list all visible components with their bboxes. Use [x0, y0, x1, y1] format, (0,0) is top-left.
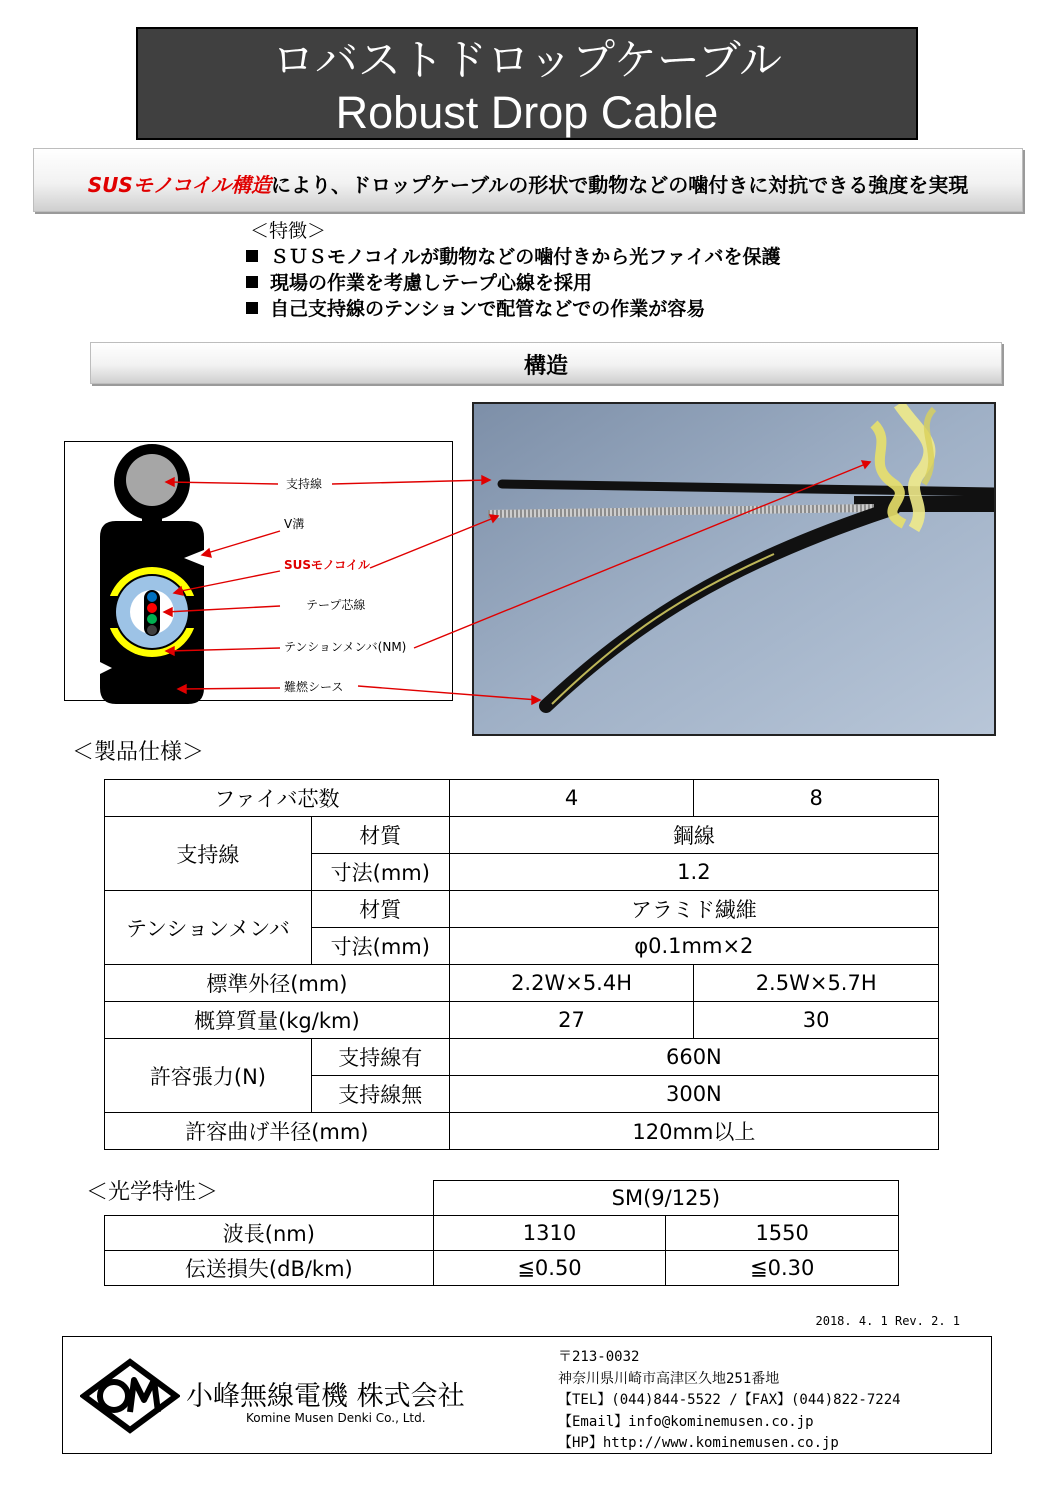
table-row [105, 817, 939, 854]
mass-label: 概算質量(kg/km) [105, 1002, 450, 1039]
tension-label: テンションメンバ [105, 891, 312, 965]
bend-radius-value: 120mm以上 [449, 1113, 938, 1150]
table-row [105, 1251, 899, 1286]
label-v-groove: V溝 [284, 517, 305, 531]
table-row [105, 780, 939, 817]
outer-diameter-label: 標準外径(mm) [105, 965, 450, 1002]
support-material-value: 鋼線 [449, 817, 938, 854]
tension-dimension-label: 寸法(mm) [311, 928, 449, 965]
contact-info [558, 1347, 901, 1455]
spec-table [104, 779, 939, 1150]
tension-dimension-value: φ0.1mm×2 [449, 928, 938, 965]
company-logo-icon [80, 1356, 180, 1436]
features [246, 218, 781, 322]
support-material-label: 材質 [311, 817, 449, 854]
with-support-value: 660N [449, 1039, 938, 1076]
label-sheath: 難燃シース [284, 680, 344, 694]
tensile-label: 許容張力(N) [105, 1039, 312, 1113]
table-row [105, 1113, 939, 1150]
without-support-value: 300N [449, 1076, 938, 1113]
tension-material-label: 材質 [311, 891, 449, 928]
tagline [34, 169, 1022, 198]
feature-item: 自己支持線のテンションで配管などでの作業が容易 [246, 296, 781, 322]
square-bullet-icon [246, 250, 258, 262]
title-jp: ロバストドロップケーブル [272, 36, 782, 86]
tagline-highlight: SUSモノコイル構造 [87, 173, 272, 197]
postal-code: 〒213-0032 [558, 1349, 640, 1365]
support-dimension-value: 1.2 [449, 854, 938, 891]
loss-2: ≦0.30 [666, 1251, 899, 1286]
without-support-label: 支持線無 [311, 1076, 449, 1113]
label-sus-coil: SUSモノコイル [284, 558, 370, 572]
square-bullet-icon [246, 302, 258, 314]
blank-cell [105, 1181, 434, 1216]
wavelength-1: 1310 [433, 1216, 666, 1251]
tagline-bar [33, 148, 1023, 212]
revision: 2018. 4. 1 Rev. 2. 1 [815, 1314, 960, 1328]
feature-item: 現場の作業を考慮しテープ心線を採用 [246, 270, 781, 296]
fiber-count-4: 4 [449, 780, 694, 817]
features-heading: ＜特徴＞ [250, 220, 327, 242]
title-en: Robust Drop Cable [335, 87, 719, 138]
phone-fax: 【TEL】(044)844-5522 /【FAX】(044)822-7224 [558, 1392, 901, 1408]
table-row [105, 891, 939, 928]
spec-heading: ＜製品仕様＞ [72, 740, 205, 765]
cable-photo [472, 402, 996, 736]
wavelength-label: 波長(nm) [105, 1216, 434, 1251]
title-box [136, 27, 918, 140]
loss-label: 伝送損失(dB/km) [105, 1251, 434, 1286]
company-name-jp: 小峰無線電機 株式会社 [186, 1381, 465, 1412]
tension-material-value: アラミド繊維 [449, 891, 938, 928]
structure-title: 構造 [523, 354, 568, 379]
wavelength-2: 1550 [666, 1216, 899, 1251]
table-row [105, 1039, 939, 1076]
fiber-count-8: 8 [694, 780, 939, 817]
support-dimension-label: 寸法(mm) [311, 854, 449, 891]
address: 神奈川県川崎市高津区久地251番地 [558, 1370, 780, 1387]
optical-table [104, 1180, 899, 1286]
table-row [105, 1216, 899, 1251]
mass-8: 30 [694, 1002, 939, 1039]
fiber-count-label: ファイバ芯数 [105, 780, 450, 817]
label-tape-fiber: テープ芯線 [306, 598, 366, 612]
email-link[interactable]: 【Email】info@kominemusen.co.jp [558, 1413, 814, 1430]
table-row [105, 1002, 939, 1039]
tagline-text: により、ドロップケーブルの形状で動物などの噛付きに対抗できる強度を実現 [271, 173, 969, 197]
optical-type: SM(9/125) [433, 1181, 898, 1216]
outer-diameter-8: 2.5W×5.7H [694, 965, 939, 1002]
label-support-wire: 支持線 [286, 477, 323, 491]
structure-section-bar [90, 342, 1002, 384]
table-row [105, 1181, 899, 1216]
table-row [105, 965, 939, 1002]
label-tension-member: テンションメンバ(NM) [284, 640, 407, 654]
loss-1: ≦0.50 [433, 1251, 666, 1286]
feature-item: ＳＵＳモノコイルが動物などの噛付きから光ファイバを保護 [246, 244, 781, 270]
mass-4: 27 [449, 1002, 694, 1039]
website-link[interactable]: 【HP】http://www.kominemusen.co.jp [558, 1435, 839, 1451]
company-name-en: Komine Musen Denki Co., Ltd. [246, 1411, 426, 1425]
with-support-label: 支持線有 [311, 1039, 449, 1076]
optical-heading: ＜光学特性＞ [86, 1180, 219, 1205]
support-label: 支持線 [105, 817, 312, 891]
cable-photo-illustration [474, 404, 994, 734]
outer-diameter-4: 2.2W×5.4H [449, 965, 694, 1002]
square-bullet-icon [246, 276, 258, 288]
bend-radius-label: 許容曲げ半径(mm) [105, 1113, 450, 1150]
cross-section-diagram-frame [64, 441, 453, 701]
